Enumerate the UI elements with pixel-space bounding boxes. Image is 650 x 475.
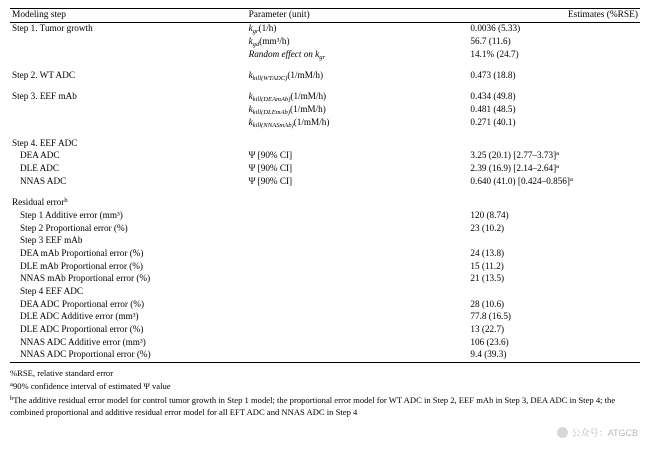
parameter-symbol: k	[248, 36, 253, 47]
parameter-subscript: gd	[252, 41, 260, 49]
row-spacer	[10, 83, 640, 91]
estimate-footnote-marker: a	[569, 175, 573, 183]
table-bottom-rule-cell	[10, 362, 640, 364]
parameter-symbol: k	[248, 103, 253, 114]
estimate-footnote-marker: a	[556, 149, 560, 157]
table-body	[10, 22, 640, 363]
cell-estimate	[468, 70, 640, 83]
cell-parameter	[247, 150, 469, 163]
table-row	[10, 286, 640, 299]
table-bottom-rule	[10, 362, 640, 364]
cell-modeling-step	[10, 103, 247, 116]
row-spacer	[10, 189, 640, 197]
estimate-value: 106 (23.6)	[470, 336, 509, 347]
footnotes	[10, 368, 640, 419]
row-spacer-cell	[10, 189, 640, 197]
table-row	[10, 91, 640, 104]
estimate-value: 21 (13.5)	[470, 273, 505, 284]
parameter-subscript: kill(WTADC)	[252, 75, 288, 83]
table-row	[10, 22, 640, 35]
cell-parameter	[247, 311, 469, 324]
step-label: Step 3. EEF mAb	[12, 91, 77, 102]
table-row	[10, 336, 640, 349]
cell-parameter	[247, 336, 469, 349]
cell-parameter	[247, 298, 469, 311]
parameter-estimates-table	[10, 8, 640, 364]
cell-estimate	[468, 248, 640, 261]
parameter-subscript: gr	[319, 54, 326, 62]
table-row	[10, 222, 640, 235]
row-spacer-cell	[10, 62, 640, 70]
cell-modeling-step	[10, 298, 247, 311]
footnote-b-marker: b	[10, 394, 14, 402]
estimate-value: 24 (13.8)	[470, 248, 505, 259]
parameter-subscript: kill(DEAmAb)	[252, 96, 291, 104]
cell-estimate	[468, 260, 640, 273]
step-label: DEA mAb Proportional error (%)	[20, 248, 144, 259]
cell-modeling-step	[10, 222, 247, 235]
step-footnote-marker: b	[64, 196, 68, 204]
estimate-value: 28 (10.6)	[470, 298, 505, 309]
cell-parameter	[247, 116, 469, 129]
cell-parameter	[247, 286, 469, 299]
cell-parameter	[247, 349, 469, 362]
row-spacer-cell	[10, 129, 640, 137]
cell-estimate	[468, 49, 640, 62]
estimate-value: 14.1% (24.7)	[470, 49, 519, 60]
step-label: NNAS ADC Proportional error (%)	[20, 349, 151, 360]
estimate-value: 13 (22.7)	[470, 324, 505, 335]
parameter-subscript: gr	[252, 28, 259, 36]
cell-modeling-step	[10, 22, 247, 35]
cell-parameter	[247, 36, 469, 49]
step-label: Step 1 Additive error (mm³)	[20, 210, 123, 221]
estimate-value: 9.4 (39.3)	[470, 349, 507, 360]
cell-modeling-step	[10, 210, 247, 223]
parameter-symbol: k	[248, 116, 253, 127]
cell-estimate	[468, 163, 640, 176]
column-header-estimates: Estimates (%RSE)	[468, 9, 640, 23]
estimate-footnote-marker: a	[556, 162, 560, 170]
table-row	[10, 273, 640, 286]
cell-estimate	[468, 150, 640, 163]
table-row	[10, 103, 640, 116]
cell-parameter	[247, 260, 469, 273]
table-row	[10, 210, 640, 223]
footnote-b	[10, 395, 640, 418]
step-label: Step 2 Proportional error (%)	[20, 222, 128, 233]
table-row	[10, 248, 640, 261]
estimate-value: 15 (11.2)	[470, 260, 504, 271]
cell-modeling-step	[10, 150, 247, 163]
table-header-row	[10, 9, 640, 23]
table-row	[10, 324, 640, 337]
estimate-value: 120 (8.74)	[470, 210, 509, 221]
step-label: Step 2. WT ADC	[12, 70, 75, 81]
cell-modeling-step	[10, 70, 247, 83]
cell-parameter	[247, 235, 469, 248]
step-label: DEA ADC Proportional error (%)	[20, 298, 145, 309]
cell-parameter	[247, 324, 469, 337]
cell-parameter	[247, 137, 469, 150]
cell-modeling-step	[10, 324, 247, 337]
cell-estimate	[468, 22, 640, 35]
table-header	[10, 9, 640, 23]
cell-modeling-step	[10, 286, 247, 299]
table-row	[10, 137, 640, 150]
footnote-a	[10, 381, 640, 393]
cell-estimate	[468, 273, 640, 286]
cell-estimate	[468, 298, 640, 311]
cell-estimate	[468, 137, 640, 150]
cell-modeling-step	[10, 248, 247, 261]
cell-modeling-step	[10, 260, 247, 273]
step-label: Step 4. EEF ADC	[12, 137, 78, 148]
cell-modeling-step	[10, 176, 247, 189]
parameter-symbol: Random effect on k	[248, 49, 320, 60]
cell-parameter	[247, 197, 469, 210]
cell-parameter	[247, 70, 469, 83]
estimate-value: 0.473 (18.8)	[470, 70, 516, 81]
row-spacer-cell	[10, 83, 640, 91]
cell-estimate	[468, 349, 640, 362]
cell-estimate	[468, 91, 640, 104]
parameter-symbol: k	[248, 70, 253, 81]
estimate-value: 0.0036 (5.33)	[470, 23, 521, 34]
estimate-value: 3.25 (20.1) [2.77–3.73]	[470, 150, 557, 161]
cell-estimate	[468, 116, 640, 129]
parameter-subscript: kill(DLEmAb)	[252, 108, 291, 116]
estimate-value: 0.640 (41.0) [0.424–0.856]	[470, 176, 570, 187]
cell-parameter	[247, 103, 469, 116]
cell-estimate	[468, 36, 640, 49]
table-row	[10, 260, 640, 273]
table-row	[10, 36, 640, 49]
parameter-unit: (1/mM/h)	[290, 91, 327, 102]
cell-estimate	[468, 210, 640, 223]
cell-modeling-step	[10, 349, 247, 362]
cell-modeling-step	[10, 197, 247, 210]
cell-parameter	[247, 49, 469, 62]
table-row	[10, 70, 640, 83]
cell-estimate	[468, 336, 640, 349]
cell-modeling-step	[10, 137, 247, 150]
parameter-symbol: Ψ [90% CI]	[248, 176, 293, 187]
parameter-unit: (1/mM/h)	[290, 103, 326, 114]
cell-parameter	[247, 273, 469, 286]
estimate-value: 0.434 (49.8)	[470, 91, 516, 102]
cell-estimate	[468, 286, 640, 299]
cell-estimate	[468, 311, 640, 324]
estimate-value: 56.7 (11.6)	[470, 36, 511, 47]
table-row	[10, 298, 640, 311]
parameter-unit: (1/mM/h)	[287, 70, 324, 81]
estimate-value: 0.481 (48.5)	[470, 103, 516, 114]
step-label: Step 4 EEF ADC	[20, 286, 84, 297]
column-header-parameter: Parameter (unit)	[247, 9, 469, 23]
table-row	[10, 311, 640, 324]
step-label: NNAS ADC	[20, 176, 67, 187]
cell-modeling-step	[10, 273, 247, 286]
footnote-abbreviation: %RSE, relative standard error	[10, 367, 114, 378]
footnote-a-marker: a	[10, 380, 13, 388]
cell-parameter	[247, 91, 469, 104]
table-row	[10, 150, 640, 163]
parameter-symbol: k	[248, 23, 253, 34]
estimate-value: 23 (10.2)	[470, 222, 505, 233]
estimate-value: 77.8 (16.5)	[470, 311, 511, 322]
cell-modeling-step	[10, 163, 247, 176]
column-header-modeling-step: Modeling step	[10, 9, 247, 23]
cell-modeling-step	[10, 116, 247, 129]
estimate-value: 0.271 (40.1)	[470, 116, 516, 127]
table-row	[10, 163, 640, 176]
cell-modeling-step	[10, 91, 247, 104]
parameter-subscript: kill(NNASmAb)	[252, 121, 294, 129]
cell-estimate	[468, 103, 640, 116]
step-label: DLE ADC Proportional error (%)	[20, 324, 144, 335]
cell-modeling-step	[10, 336, 247, 349]
parameter-symbol: Ψ [90% CI]	[248, 163, 293, 174]
row-spacer	[10, 129, 640, 137]
cell-estimate	[468, 324, 640, 337]
row-spacer	[10, 62, 640, 70]
parameter-unit: (1/h)	[258, 23, 277, 34]
step-label: DLE mAb Proportional error (%)	[20, 260, 143, 271]
table-row	[10, 176, 640, 189]
cell-parameter	[247, 222, 469, 235]
table-row	[10, 235, 640, 248]
cell-estimate	[468, 197, 640, 210]
watermark-text: 公众号：ATGCB	[571, 428, 638, 438]
cell-parameter	[247, 176, 469, 189]
cell-parameter	[247, 210, 469, 223]
table-row	[10, 116, 640, 129]
parameter-symbol: k	[248, 91, 253, 102]
step-label: DLE ADC	[20, 163, 60, 174]
table-row	[10, 197, 640, 210]
parameter-symbol: Ψ [90% CI]	[248, 150, 293, 161]
cell-modeling-step	[10, 235, 247, 248]
step-label: NNAS mAb Proportional error (%)	[20, 273, 151, 284]
estimate-value: 2.39 (16.9) [2.14–2.64]	[470, 163, 557, 174]
watermark	[557, 426, 638, 439]
cell-estimate	[468, 235, 640, 248]
watermark-logo-icon	[557, 427, 568, 438]
step-label: NNAS ADC Additive error (mm³)	[20, 336, 146, 347]
parameter-unit: (1/mM/h)	[293, 116, 330, 127]
cell-estimate	[468, 176, 640, 189]
cell-modeling-step	[10, 311, 247, 324]
cell-modeling-step	[10, 36, 247, 49]
step-label: DEA ADC	[20, 150, 60, 161]
step-label: Step 3 EEF mAb	[20, 235, 83, 246]
cell-parameter	[247, 248, 469, 261]
cell-estimate	[468, 222, 640, 235]
footnote-a-text: 90% confidence interval of estimated Ψ value	[12, 381, 171, 392]
cell-modeling-step	[10, 49, 247, 62]
step-label: DLE ADC Additive error (mm³)	[20, 311, 139, 322]
cell-parameter	[247, 22, 469, 35]
step-label: Step 1. Tumor growth	[12, 23, 93, 34]
step-label: Residual error	[12, 197, 65, 208]
parameter-unit: (mm³/h)	[259, 36, 290, 47]
table-row	[10, 349, 640, 362]
cell-parameter	[247, 163, 469, 176]
table-row	[10, 49, 640, 62]
footnote-b-text: The additive residual error model for control tumor growth in Step 1 model; the proportional error model for WT ADC in Step 2, EEF mAb in Step 3, DEA ADC in Step 4; the combined proportional and additive residual error model for all EFT ADC and NNAS ADC in Step 4	[10, 395, 616, 417]
